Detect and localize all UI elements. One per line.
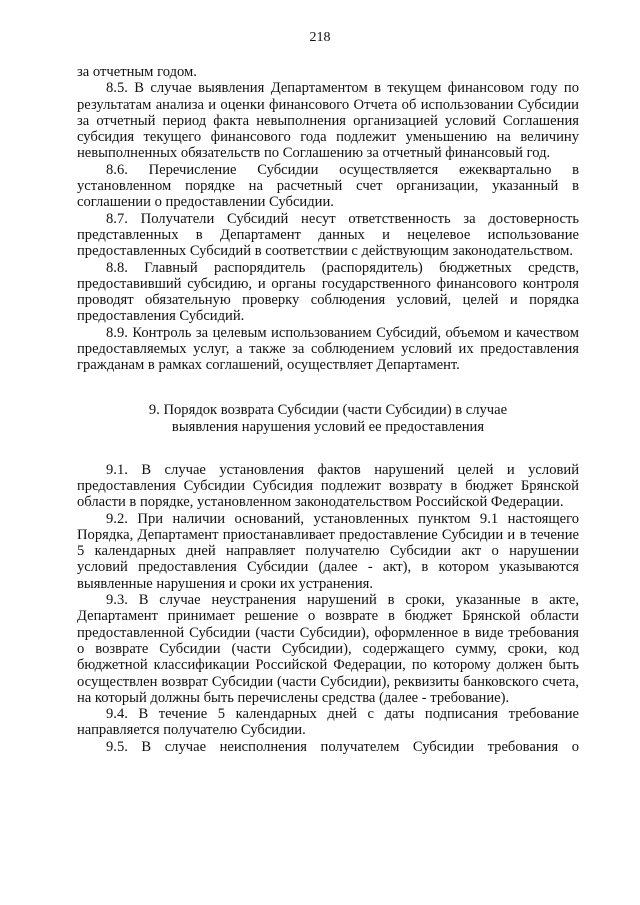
document-body	[77, 64, 579, 755]
paragraph-9-3: 9.3. В случае неустранения нарушений в сроки, указанные в акте, Департамент принимает решение о возврате в бюджет Брянской области предоставленной Субсидии (части Субсидии), оформленное в виде требования о возврате Субсидии (части Субсидии), содержащего сумму, сроки, код бюджетной классификации Российской Федерации, по которому должен быть осуществлен возврат Субсидии (части Субсидии), реквизиты банковского счета, на который должны быть перечислены средства (далее - требование).	[77, 592, 579, 706]
section-heading-line-1: 9. Порядок возврата Субсидии (части Субсидии) в случае	[148, 401, 508, 418]
paragraph-8-7: 8.7. Получатели Субсидий несут ответственность за достоверность представленных в Департамент данных и нецелевое использование предоставленных Субсидий в соответствии с действующим законодательством.	[77, 210, 579, 260]
page-number: 218	[309, 30, 331, 45]
paragraph-9-2: 9.2. При наличии оснований, установленных пунктом 9.1 настоящего Порядка, Департамент приостанавливает предоставление Субсидии и в течение 5 календарных дней направляет получателю Субсидии акт о нарушении условий предоставления Субсидии (далее - акт), в котором указываются выявленные нарушения и сроки их устранения.	[77, 510, 579, 592]
paragraph-9-1: 9.1. В случае установления фактов нарушений целей и условий предоставления Субсидии Субсидия подлежит возврату в бюджет Брянской области в порядке, установленном законодательством Российской Федерации.	[77, 461, 579, 511]
section-heading-line-2: выявления нарушения условий ее предоставления	[171, 418, 485, 435]
paragraph-continuation: за отчетным годом.	[77, 64, 197, 80]
paragraph-8-5: 8.5. В случае выявления Департаментом в текущем финансовом году по результатам анализа и оценки финансового Отчета об использовании Субсидии за отчетный период факта невыполнения организацией условий Соглашения субсидия текущего финансового года подлежит уменьшению на величину невыполненных обязательств по Соглашению за отчетный финансовый год.	[77, 80, 579, 162]
paragraph-9-4: 9.4. В течение 5 календарных дней с даты подписания требование направляется получателю Субсидии.	[77, 706, 579, 739]
paragraph-8-8: 8.8. Главный распорядитель (распорядитель) бюджетных средств, предоставивший субсидию, и органы государственного финансового контроля проводят обязательную проверку соблюдения условий, целей и порядка предоставления Субсидий.	[77, 259, 579, 325]
paragraph-9-5: 9.5. В случае неисполнения получателем Субсидии требования о	[106, 738, 579, 755]
paragraph-8-6: 8.6. Перечисление Субсидии осуществляется ежеквартально в установленном порядке на расчетный счет организации, указанный в соглашении о предоставлении Субсидии.	[77, 161, 579, 211]
paragraph-8-9: 8.9. Контроль за целевым использованием Субсидий, объемом и качеством предоставляемых услуг, а также за соблюдением условий их предоставления гражданам в рамках соглашений, осуществляет Департамент.	[77, 324, 579, 374]
section-heading	[77, 402, 579, 436]
